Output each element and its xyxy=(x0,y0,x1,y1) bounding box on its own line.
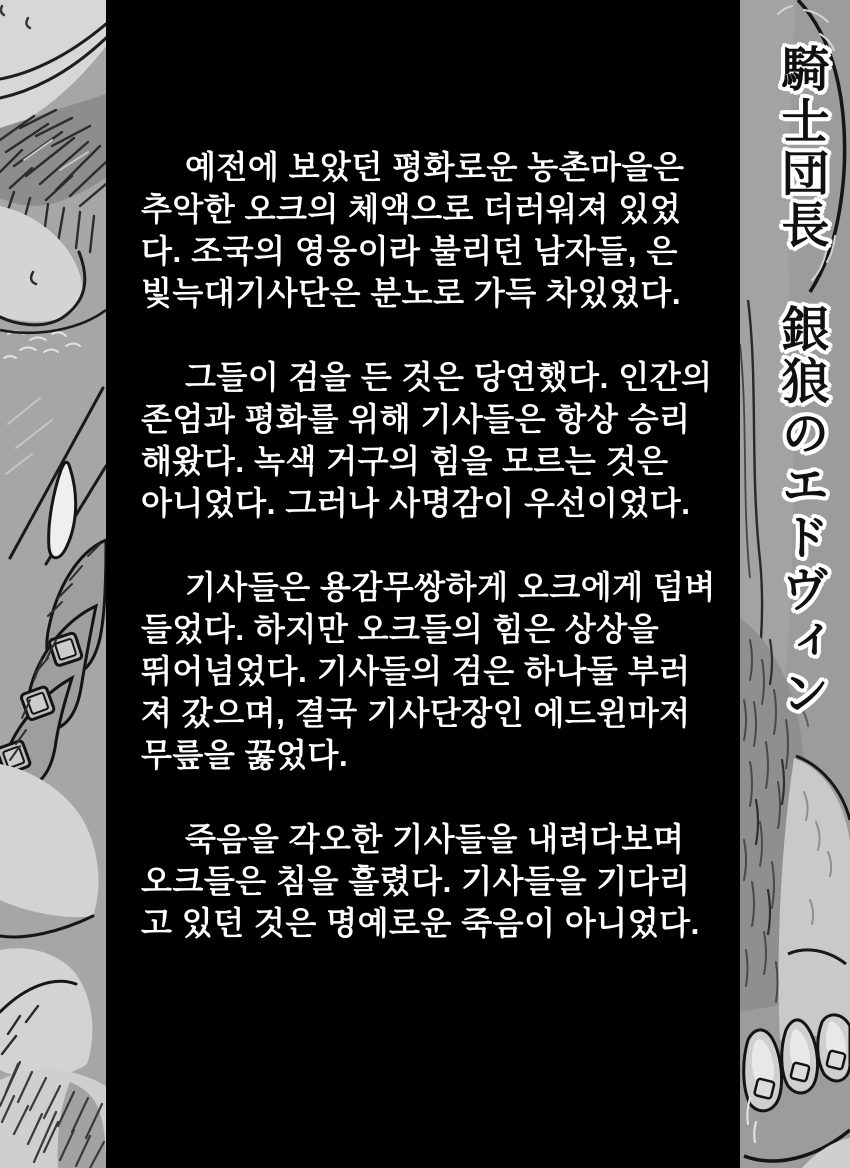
narration-line: 다. 조국의 영웅이라 불리던 남자들, 은 xyxy=(141,233,678,269)
narration-line: 해왔다. 녹색 거구의 힘을 모르는 것은 xyxy=(141,443,669,479)
narration-paragraph-1 xyxy=(141,146,721,314)
narration-line: 기사들은 용감무쌍하게 오크에게 덤벼 xyxy=(185,569,716,605)
narration-line: 추악한 오크의 체액으로 더러워져 있었 xyxy=(141,191,682,227)
narration-paragraph-4 xyxy=(141,818,721,944)
narration-line: 빛늑대기사단은 분노로 가득 차있었다. xyxy=(141,275,682,311)
narration-line: 오크들은 침을 흘렸다. 기사들을 기다리 xyxy=(141,863,691,899)
narration-line: 예전에 보았던 평화로운 농촌마을은 xyxy=(185,149,685,185)
left-artwork-strip xyxy=(0,0,106,1168)
narration-line: 그들이 검을 든 것은 당연했다. 인간의 xyxy=(185,359,713,395)
narration-line: 아니었다. 그러나 사명감이 우선이었다. xyxy=(141,485,691,521)
narration-line: 무릎을 꿇었다. xyxy=(141,737,349,773)
narration-text-block xyxy=(141,146,721,986)
narration-line: 존엄과 평화를 위해 기사들은 항상 승리 xyxy=(141,401,691,437)
narration-line: 뛰어넘었다. 기사들의 검은 하나둘 부러 xyxy=(141,653,691,689)
narration-paragraph-2 xyxy=(141,356,721,524)
narration-line: 죽음을 각오한 기사들을 내려다보며 xyxy=(185,821,685,857)
narration-line: 들었다. 하지만 오크들의 힘은 상상을 xyxy=(141,611,660,647)
narration-paragraph-3 xyxy=(141,566,721,776)
narration-line: 고 있던 것은 명예로운 죽음이 아니었다. xyxy=(141,905,700,941)
narration-line: 져 갔으며, 결국 기사단장인 에드윈마저 xyxy=(141,695,691,731)
vertical-title: 騎士団長 銀狼のエドヴィン xyxy=(774,44,827,720)
